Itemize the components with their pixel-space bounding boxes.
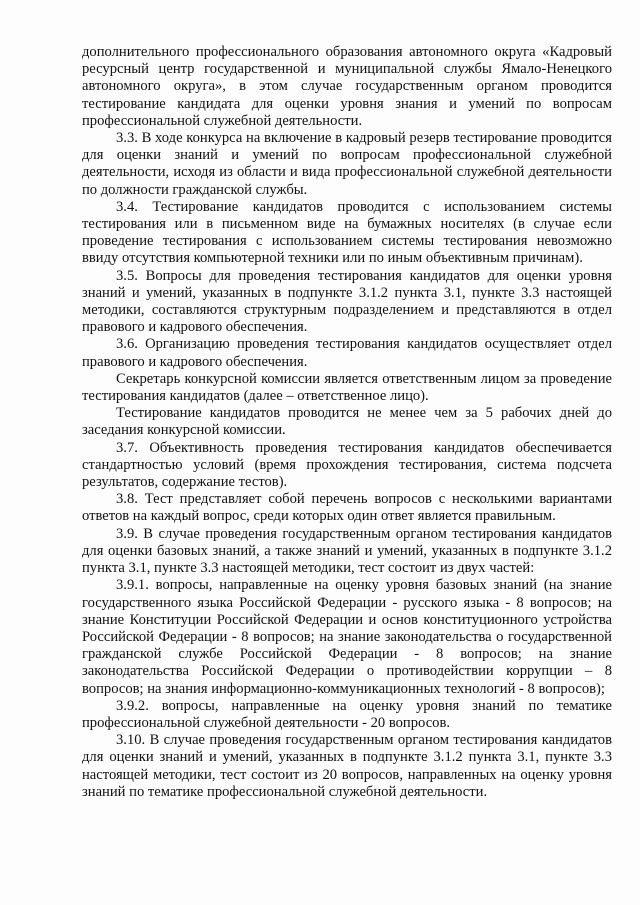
paragraph-testing-deadline: Тестирование кандидатов проводится не менее чем за 5 рабочих дней до заседания конкурсной комиссии. [82,405,612,439]
paragraph-3-4: 3.4. Тестирование кандидатов проводится с использованием системы тестирования или в письменном виде на бумажных носителях (в случае если проведение тестирования с использованием системы тестирования невозможно ввиду отсутствия компьютерной техники или по иным объективным причинам). [82,198,612,267]
paragraph-3-5: 3.5. Вопросы для проведения тестирования кандидатов для оценки уровня знаний и умений, указанных в подпункте 3.1.2 пункта 3.1, пункте 3.3 настоящей методики, составляются структурным подразделением и представляются в отдел правового и кадрового обеспечения. [82,267,612,336]
paragraph-continuation: дополнительного профессионального образования автономного округа «Кадровый ресурсный центр государственной и муниципальной службы Ямало-Ненецкого автономного округа», в этом случае государственным органом проводится тестирование кандидата для оценки уровня знания и умений по вопросам профессиональной служебной деятельности. [82,44,612,129]
paragraph-3-3: 3.3. В ходе конкурса на включение в кадровый резерв тестирование проводится для оценки знаний и умений по вопросам профессиональной служебной деятельности, исходя из области и вида профессиональной служебной деятельности по должности гражданской службы. [82,130,612,198]
paragraph-secretary: Секретарь конкурсной комиссии является ответственным лицом за проведение тестирования кандидатов (далее – ответственное лицо). [82,370,612,405]
document-body [82,44,612,801]
paragraph-3-10: 3.10. В случае проведения государственным органом тестирования кандидатов для оценки знаний и умений, указанных в подпункте 3.1.2 пункта 3.1, пункте 3.3 настоящей методики, тест состоит из 20 вопросов, направленных на оценку уровня знаний по тематике профессиональной служебной деятельности. [82,732,612,800]
paragraph-3-9-1: 3.9.1. вопросы, направленные на оценку уровня базовых знаний (на знание государственного языка Российской Федерации - русского языка - 8 вопросов; на знание Конституции Российской Федерации и основ конституционного устройства Российской Федерации - 8 вопросов; на знание законодательства о государственной гражданской службе Российской Федерации - 8 вопросов; на знание законодательства Российской Федерации о противодействии коррупции – 8 вопросов; на знания информационно-коммуникационных технологий - 8 вопросов); [82,577,612,697]
paragraph-3-6: 3.6. Организацию проведения тестирования кандидатов осуществляет отдел правового и кадрового обеспечения. [82,336,612,370]
paragraph-3-7: 3.7. Объективность проведения тестирования кандидатов обеспечивается стандартностью условий (время прохождения тестирования, система подсчета результатов, содержание тестов). [82,439,612,491]
paragraph-3-8: 3.8. Тест представляет собой перечень вопросов с несколькими вариантами ответов на каждый вопрос, среди которых один ответ является правильным. [82,491,612,525]
paragraph-3-9-2: 3.9.2. вопросы, направленные на оценку уровня знаний по тематике профессиональной служебной деятельности - 20 вопросов. [82,697,612,731]
paragraph-3-9: 3.9. В случае проведения государственным органом тестирования кандидатов для оценки базовых знаний, а также знаний и умений, указанных в подпункте 3.1.2 пункта 3.1, пункте 3.3 настоящей методики, тест состоит из двух частей: [82,525,612,577]
